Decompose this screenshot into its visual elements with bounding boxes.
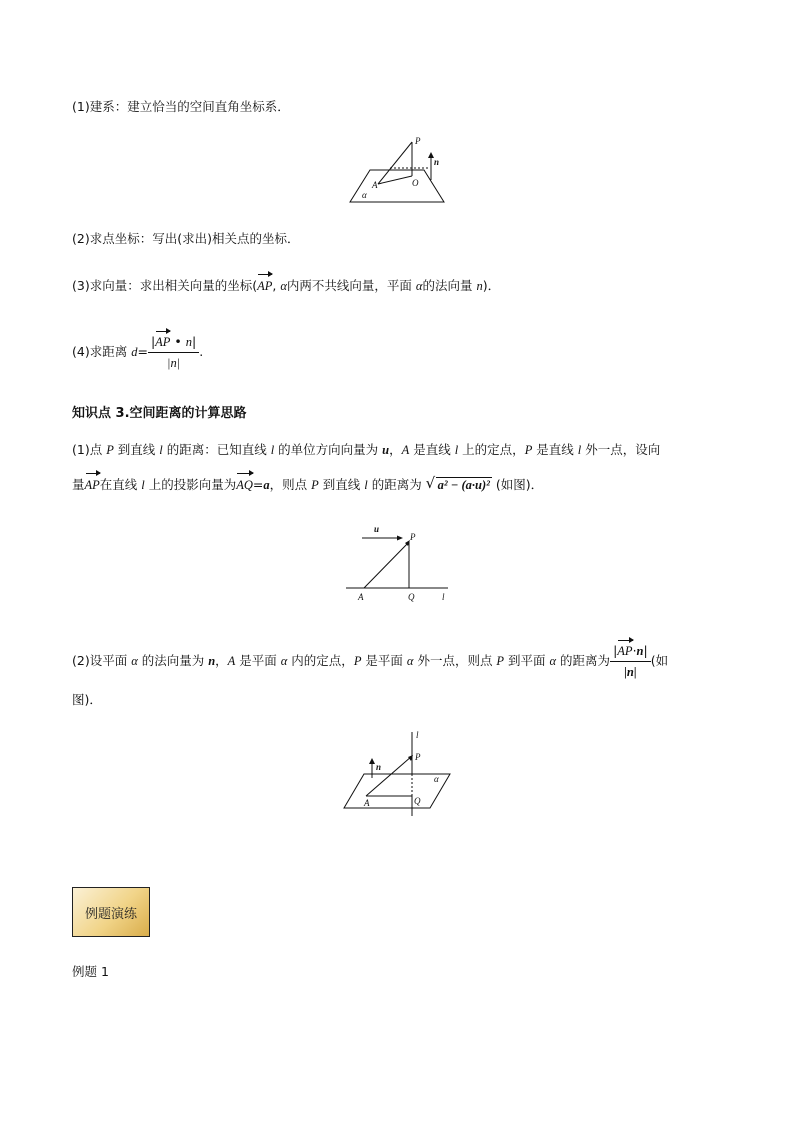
- example-1-label: 例题 1: [72, 964, 109, 979]
- label-p: P: [410, 532, 416, 542]
- label-q: Q: [414, 796, 421, 806]
- label-l: l: [442, 592, 445, 602]
- figure-point-to-line: [342, 520, 458, 604]
- sqrt-expression: √ a² − (a·u)²: [425, 474, 490, 492]
- label-a: A: [372, 180, 378, 190]
- step-2: (2)求点坐标：写出(求出)相关点的坐标．: [72, 231, 300, 246]
- knowledge-point-3-title: 知识点 3.空间距离的计算思路: [72, 406, 247, 421]
- label-u: u: [374, 524, 380, 534]
- label-l: l: [416, 730, 419, 740]
- label-n: n: [434, 157, 440, 167]
- label-alpha: α: [434, 774, 439, 784]
- distance-fraction: $\frac{|AP • n|}{|n|}$: [148, 334, 199, 371]
- figure-plane-projection: [340, 132, 460, 208]
- label-p: P: [415, 136, 421, 146]
- label-a: A: [364, 798, 370, 808]
- examples-section-tab: 例题演练: [72, 887, 150, 937]
- label-o: O: [412, 178, 419, 188]
- u-arrowhead: [397, 536, 403, 541]
- step-1: (1)建系：建立恰当的空间直角坐标系．: [72, 99, 290, 114]
- item-2-line-2: 图)．: [72, 692, 102, 707]
- label-q: Q: [408, 592, 415, 602]
- item-1-line-2: 量AP在直线 l 上的投影向量为AQ=a，则点 P 到直线 l 的距离为 √ a² − (a·u)² (如图)．: [72, 474, 544, 492]
- segment-ap: [364, 542, 409, 588]
- step-3: (3)求向量：求出相关向量的坐标(AP, α内两不共线向量，平面 α的法向量 n)．: [72, 278, 501, 293]
- label-n: n: [376, 762, 382, 772]
- figure-point-to-plane: [336, 728, 458, 820]
- item-1-line-1: (1)点 P 到直线 l 的距离：已知直线 l 的单位方向向量为 u，A 是直线 l 上的定点，P 是直线 l 外一点，设向: [72, 442, 661, 457]
- item-2-line-1: (2)设平面 α 的法向量为 n，A 是平面 α 内的定点，P 是平面 α 外一点，则点 P 到平面 α 的距离为 $\frac{|AP\cdot n|}{|n|}$ (如: [72, 643, 669, 679]
- label-a: A: [358, 592, 364, 602]
- label-p: P: [415, 752, 421, 762]
- vector-ap: AP: [257, 279, 273, 293]
- plane-distance-fraction: $\frac{|AP\cdot n|}{|n|}$: [610, 643, 651, 680]
- normal-arrowhead: [369, 758, 375, 764]
- label-alpha: α: [362, 190, 367, 200]
- step-4: (4)求距离 d= $\frac{|AP • n|}{|n|}$ .: [72, 334, 204, 370]
